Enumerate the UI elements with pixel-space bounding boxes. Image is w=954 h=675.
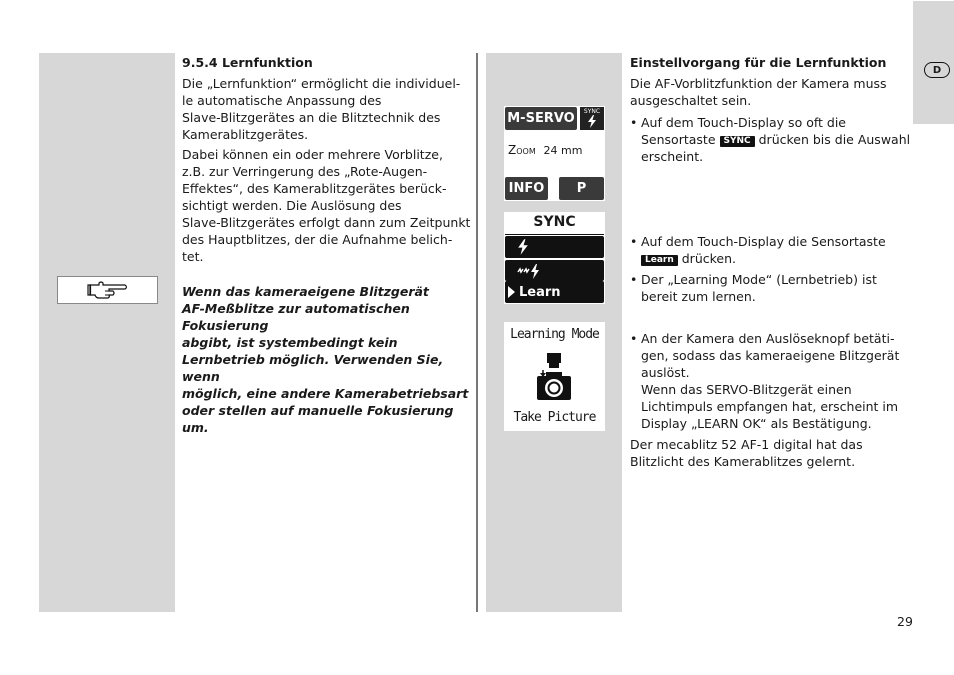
p-button[interactable] xyxy=(559,177,604,200)
step-1-line xyxy=(641,131,912,148)
para1-line: Die „Lernfunktion“ ermöglicht die individuel- xyxy=(182,76,461,91)
para2-line: sichtigt werden. Die Auslösung des xyxy=(182,198,402,213)
step-3-line: • Der „Learning Mode“ (Lernbetrieb) ist xyxy=(641,272,877,287)
para2 xyxy=(182,146,472,265)
flash-icon xyxy=(517,239,529,255)
note-line: Wenn das kameraeigene Blitzgerät xyxy=(182,284,429,299)
note-line: möglich, eine andere Kamerabetriebsart xyxy=(182,386,469,401)
note-icon-box xyxy=(57,276,158,304)
steps-2 xyxy=(630,233,912,305)
note-line: AF-Meßblitze zur automatischen Fokusierung xyxy=(182,301,410,333)
learn-label: Learn xyxy=(519,284,561,300)
para1 xyxy=(182,75,472,143)
step-4-line: Lichtimpuls empfangen hat, erscheint im xyxy=(641,399,899,414)
sync-menu-separator xyxy=(505,234,604,235)
display-main-screen xyxy=(504,106,605,201)
take-picture-label: Take Picture xyxy=(513,410,596,425)
left-margin-column xyxy=(39,53,175,612)
step-4-line: auslöst. xyxy=(641,365,690,380)
menu-item-learn[interactable] xyxy=(505,281,604,303)
outro-line: Der mecablitz 52 AF-1 digital hat das xyxy=(630,437,863,452)
para2-line: Slave-Blitzgerätes erfolgt dann zum Zeitpunkt xyxy=(182,215,471,230)
step-2 xyxy=(630,233,912,267)
chapter-letter: D xyxy=(932,64,942,76)
para2-line: Dabei können ein oder mehrere Vorblitze, xyxy=(182,147,443,162)
info-label: INFO xyxy=(508,181,545,196)
camera-flash-icon xyxy=(534,352,574,402)
zoom-label: Zoom xyxy=(508,143,536,157)
zoom-value: 24 mm xyxy=(543,144,583,157)
sync-indicator[interactable] xyxy=(580,107,604,130)
step-4-line: gen, sodass das kameraeigene Blitzgerät xyxy=(641,348,900,363)
page-number: 29 xyxy=(897,614,913,629)
steps-1 xyxy=(630,114,912,165)
info-button[interactable] xyxy=(505,177,548,200)
intro-line: Die AF-Vorblitzfunktion der Kamera muss xyxy=(630,76,887,91)
flash-icon xyxy=(587,115,597,128)
warning-note xyxy=(182,283,472,436)
para2-line: tet. xyxy=(182,249,204,264)
note-line: Lernbetrieb möglich. Verwenden Sie, wenn xyxy=(182,352,444,384)
step-3 xyxy=(630,271,912,305)
display-learning-mode xyxy=(504,322,605,431)
note-line: oder stellen auf manuelle Fokusierung um. xyxy=(182,403,454,435)
step-1-line: • Auf dem Touch-Display so oft die xyxy=(641,115,846,130)
step-3-line: bereit zum lernen. xyxy=(641,289,756,304)
p-label: P xyxy=(576,181,587,196)
step-4-line: Wenn das SERVO-Blitzgerät einen xyxy=(641,382,852,397)
sync-small-label: SYNC xyxy=(583,108,601,115)
step-4-line: • An der Kamera den Auslöseknopf betäti- xyxy=(641,331,895,346)
sync-key-chip: SYNC xyxy=(720,136,755,147)
right-text xyxy=(630,54,912,165)
learn-key-chip: Learn xyxy=(641,255,678,266)
steps-3 xyxy=(630,330,912,432)
step-1 xyxy=(630,114,912,165)
para2-line: Effektes“, des Kamerablitzgerätes berück- xyxy=(182,181,447,196)
intro-line: ausgeschaltet sein. xyxy=(630,93,752,108)
right-text-2 xyxy=(630,233,912,305)
para2-line: des Hauptblitzes, der die Aufnahme belich- xyxy=(182,232,453,247)
zoom-readout xyxy=(508,143,603,157)
outro-line: Blitzlicht des Kamerablitzes gelernt. xyxy=(630,454,856,469)
section-heading: 9.5.4 Lernfunktion xyxy=(182,55,313,70)
learning-mode-title: Learning Mode xyxy=(510,327,599,342)
intro xyxy=(630,75,912,109)
menu-item-flash[interactable] xyxy=(505,236,604,258)
column-divider xyxy=(476,53,478,612)
step-2-line: • Auf dem Touch-Display die Sensortaste xyxy=(641,234,886,249)
step-1-text: Sensortaste xyxy=(641,132,716,147)
para1-line: Slave-Blitzgerätes an die Blitztechnik des xyxy=(182,110,441,125)
pointing-hand-icon xyxy=(87,280,129,300)
menu-item-preflash[interactable] xyxy=(505,260,604,281)
mode-button[interactable] xyxy=(505,107,577,130)
right-text-3 xyxy=(630,330,912,470)
note-line: abgibt, ist systembedingt kein xyxy=(182,335,398,350)
step-1-text: drücken bis die Auswahl xyxy=(758,132,911,147)
multi-flash-icon xyxy=(516,263,542,279)
outro xyxy=(630,436,912,470)
procedure-heading: Einstellvorgang für die Lernfunktion xyxy=(630,55,887,70)
step-2-text: drücken. xyxy=(681,251,736,266)
para1-line: Kamerablitzgerätes. xyxy=(182,127,309,142)
para1-line: le automatische Anpassung des xyxy=(182,93,382,108)
selection-arrow-icon xyxy=(508,286,515,298)
step-4 xyxy=(630,330,912,432)
left-text xyxy=(182,54,472,436)
sync-menu-title: SYNC xyxy=(533,214,576,230)
step-4-line: Display „LEARN OK“ als Bestätigung. xyxy=(641,416,872,431)
step-2-line xyxy=(641,250,912,267)
chapter-tab-label xyxy=(924,62,950,78)
step-1-line: erscheint. xyxy=(641,149,704,164)
para2-line: z.B. zur Verringerung des „Rote-Augen- xyxy=(182,164,428,179)
mode-label: M-SERVO xyxy=(507,111,575,126)
